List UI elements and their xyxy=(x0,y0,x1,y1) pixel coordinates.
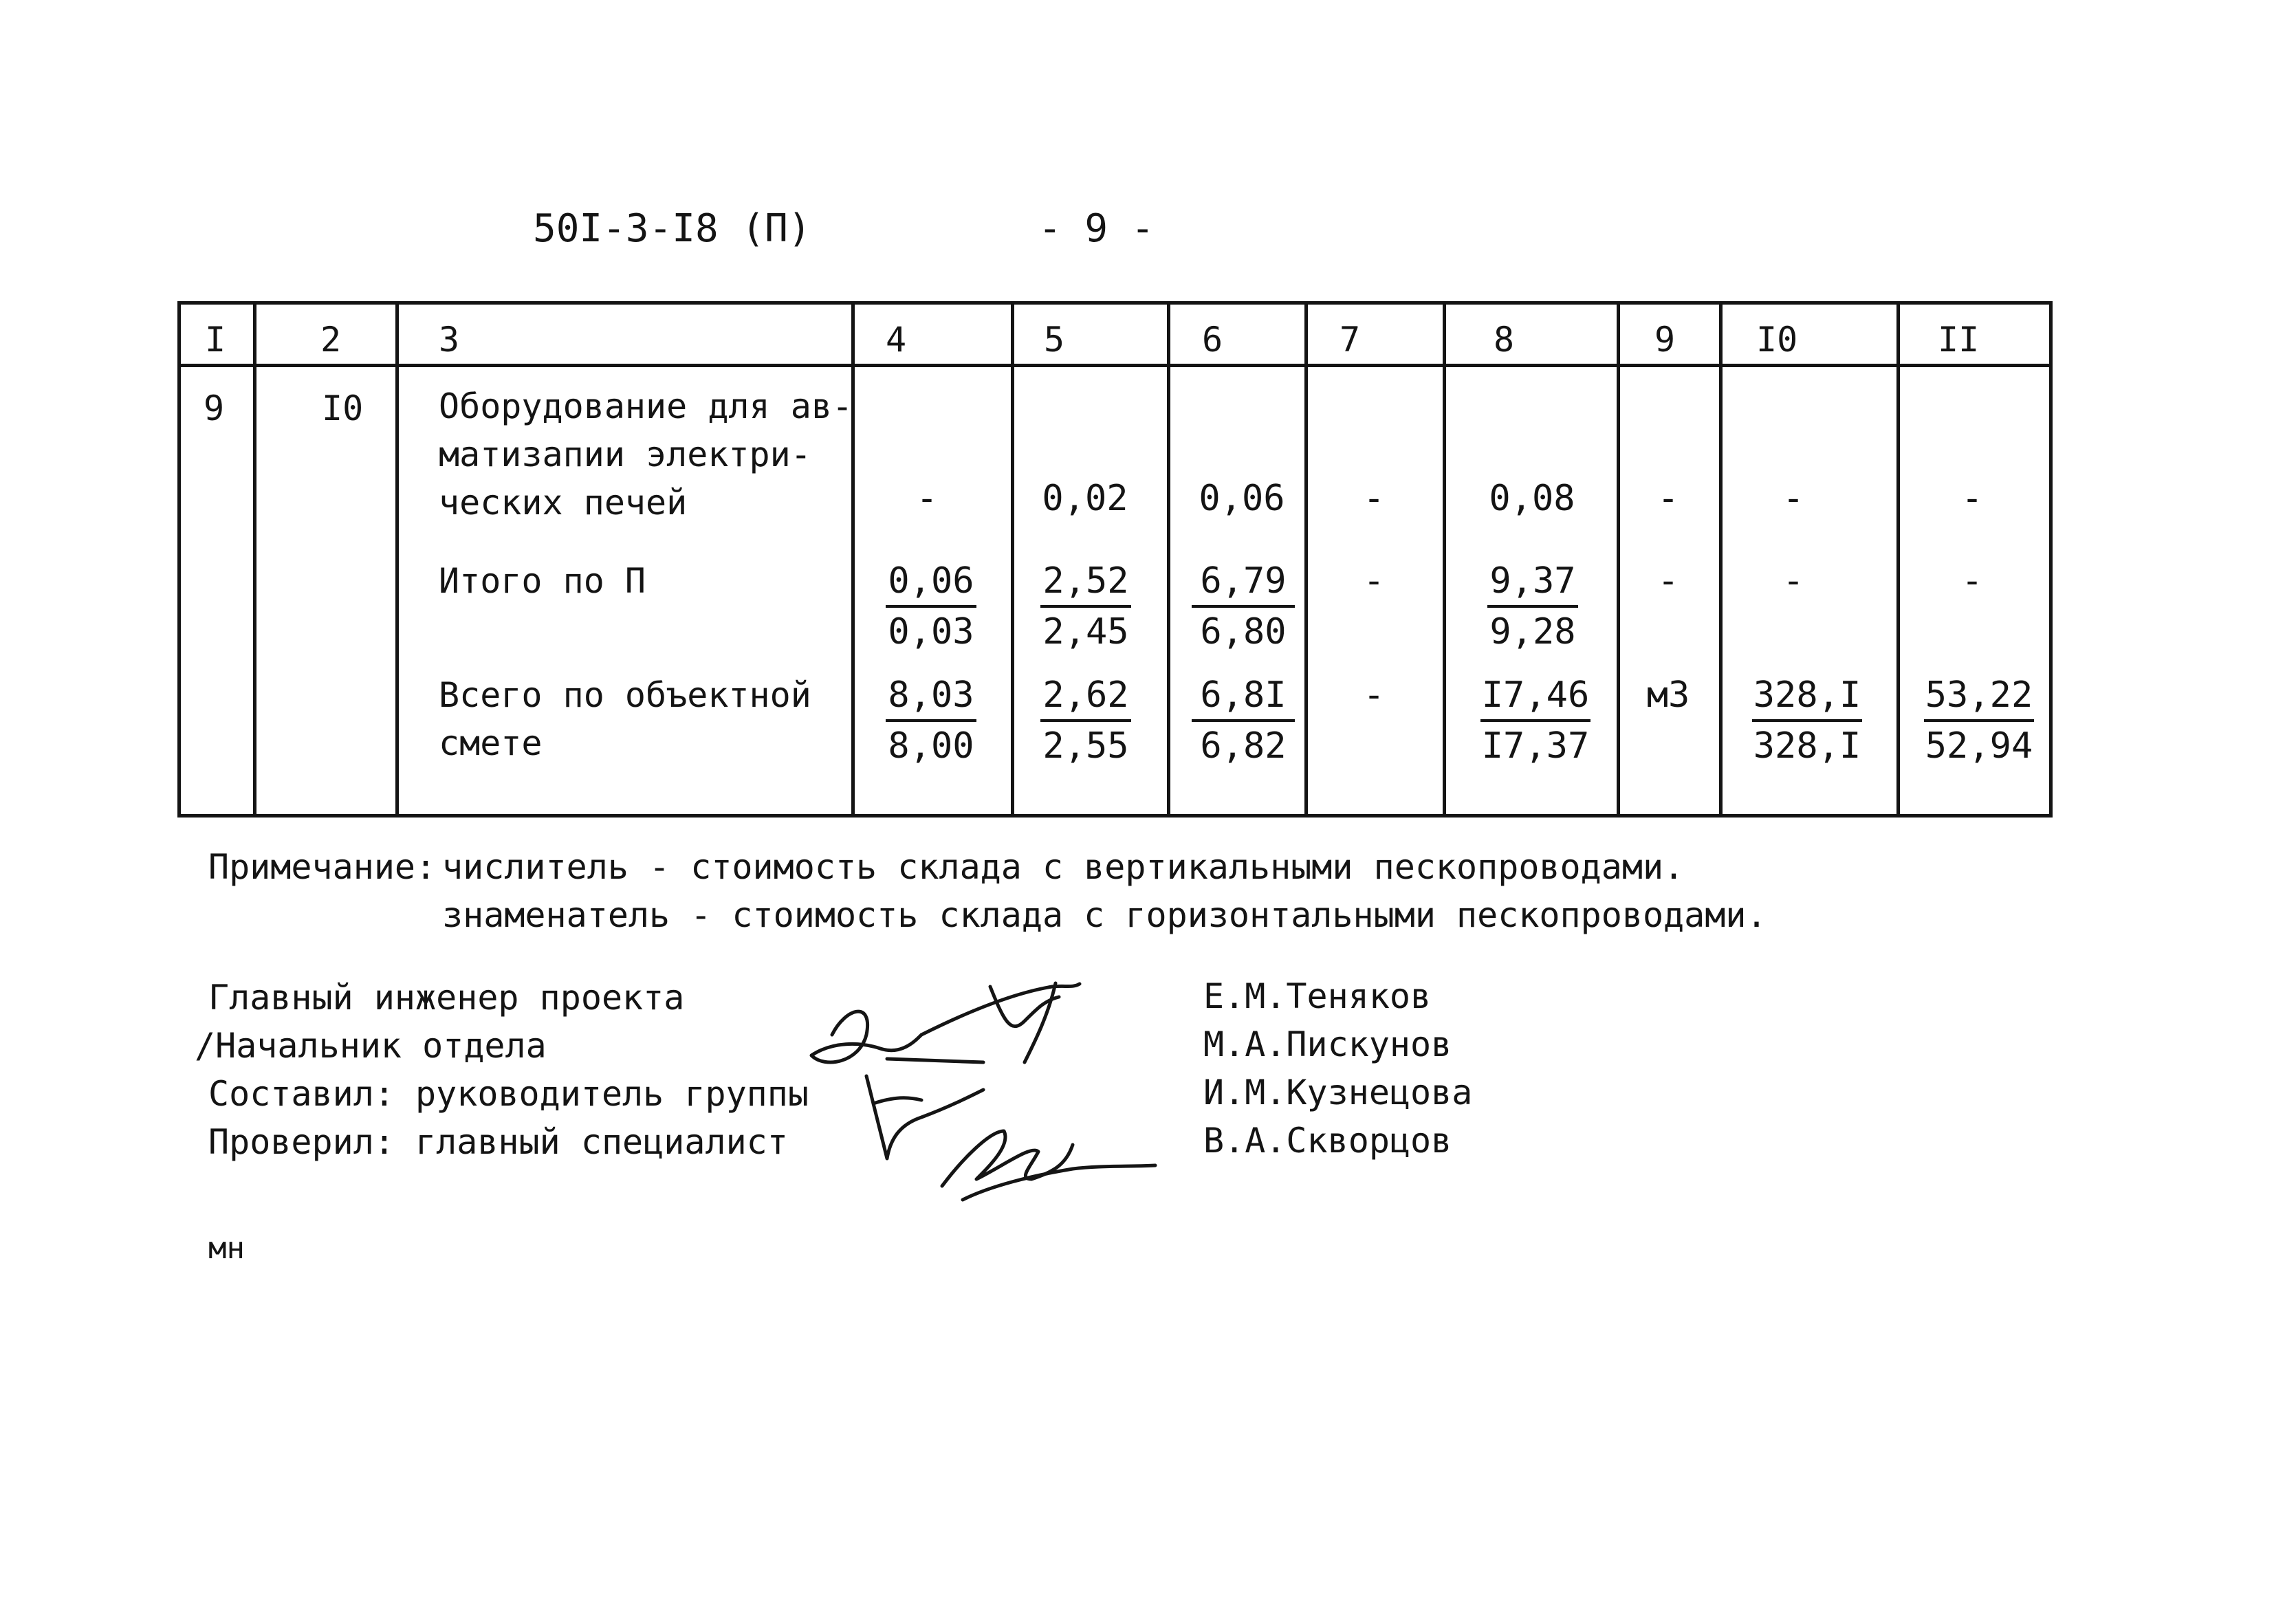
numerator: 6,8I xyxy=(1192,671,1295,722)
col-header: 5 xyxy=(1044,320,1065,360)
fraction-cell xyxy=(1192,557,1295,656)
signer-name: В.А.Скворцов xyxy=(1203,1121,1452,1161)
col-divider xyxy=(1167,301,1170,818)
denominator: 6,80 xyxy=(1200,611,1287,652)
row-number: 9 xyxy=(204,388,225,428)
fraction-cell xyxy=(886,671,976,770)
row-description xyxy=(439,382,853,527)
page-number: - 9 - xyxy=(1038,206,1155,251)
fraction-cell xyxy=(1040,671,1131,770)
signature-stroke xyxy=(811,1011,921,1062)
col-header: 9 xyxy=(1654,320,1676,360)
signature-stroke xyxy=(1025,983,1056,1062)
desc-line: матизапии электри- xyxy=(439,435,811,474)
fraction-cell xyxy=(1752,671,1862,770)
fraction-cell xyxy=(1040,557,1131,656)
signer-name: Е.М.Теняков xyxy=(1203,976,1432,1016)
cell-value: 0,06 xyxy=(1199,478,1285,519)
cell-value: - xyxy=(1961,560,1983,602)
col-header: I xyxy=(205,320,226,360)
table-border xyxy=(177,301,181,818)
numerator: 2,52 xyxy=(1040,557,1131,608)
cell-value: - xyxy=(1782,478,1804,519)
denominator: 6,82 xyxy=(1200,725,1287,767)
cell-value: - xyxy=(1363,560,1385,602)
denominator: 9,28 xyxy=(1489,611,1576,652)
table-border xyxy=(2049,301,2053,818)
signature-stroke xyxy=(866,1076,983,1159)
note-line-1: числитель - стоимость склада с вертикальными пескопроводами. xyxy=(442,847,1685,887)
col-divider xyxy=(1443,301,1446,818)
denominator: 2,45 xyxy=(1042,611,1129,652)
desc-line: смете xyxy=(439,723,543,763)
signature-stroke xyxy=(873,1098,921,1104)
desc-line: Итого по П xyxy=(439,561,646,601)
col-header: 2 xyxy=(320,320,342,360)
signer-name: М.А.Пискунов xyxy=(1203,1024,1452,1064)
document-code: 50I-3-I8 (П) xyxy=(533,206,811,251)
cell-value: - xyxy=(1961,478,1983,519)
cell-value: 0,02 xyxy=(1042,478,1128,519)
signer-name: И.М.Кузнецова xyxy=(1203,1073,1473,1112)
numerator: 2,62 xyxy=(1040,671,1131,722)
numerator: 9,37 xyxy=(1487,557,1578,608)
signature-stroke xyxy=(887,1059,983,1062)
numerator: 0,06 xyxy=(886,557,976,608)
denominator: 0,03 xyxy=(888,611,974,652)
denominator: I7,37 xyxy=(1481,725,1590,767)
col-divider xyxy=(1304,301,1308,818)
row-description xyxy=(439,557,646,605)
row-code: I0 xyxy=(322,388,364,428)
table-bottom-border xyxy=(177,814,2053,818)
cell-value: - xyxy=(1782,560,1804,602)
desc-line: ческих печей xyxy=(439,483,688,523)
cell-value: 0,08 xyxy=(1489,478,1575,519)
signer-role: /Начальник отдела xyxy=(195,1026,547,1066)
col-divider xyxy=(1896,301,1900,818)
numerator: 6,79 xyxy=(1192,557,1295,608)
col-header: 7 xyxy=(1340,320,1361,360)
col-divider xyxy=(1617,301,1620,818)
cell-value: - xyxy=(1657,560,1679,602)
col-divider xyxy=(851,301,855,818)
cell-value: - xyxy=(1657,478,1679,519)
row-description xyxy=(439,671,811,767)
cell-unit: м3 xyxy=(1646,674,1690,716)
col-divider xyxy=(1719,301,1723,818)
signer-role: Составил: руководитель группы xyxy=(208,1074,809,1114)
denominator: 328,I xyxy=(1753,725,1861,767)
numerator: 328,I xyxy=(1752,671,1862,722)
denominator: 2,55 xyxy=(1042,725,1129,767)
col-header: 8 xyxy=(1494,320,1515,360)
denominator: 52,94 xyxy=(1925,725,2033,767)
fraction-cell xyxy=(886,557,976,656)
denominator: 8,00 xyxy=(888,725,974,767)
fraction-cell xyxy=(1480,671,1590,770)
col-header: 6 xyxy=(1202,320,1223,360)
cell-value: - xyxy=(1363,674,1385,716)
col-header: 4 xyxy=(886,320,907,360)
col-header: I0 xyxy=(1756,320,1798,360)
col-divider xyxy=(1011,301,1014,818)
signer-role: Проверил: главный специалист xyxy=(208,1122,788,1162)
col-header: 3 xyxy=(439,320,460,360)
numerator: 8,03 xyxy=(886,671,976,722)
fraction-cell xyxy=(1924,671,2034,770)
table-top-border xyxy=(177,301,2053,305)
signer-role: Главный инженер проекта xyxy=(208,978,685,1018)
desc-line: Оборудование для ав- xyxy=(439,386,853,426)
col-header: II xyxy=(1938,320,1980,360)
note-line-2: знаменатель - стоимость склада с горизонтальными пескопроводами. xyxy=(442,895,1767,935)
col-divider xyxy=(395,301,399,818)
table-header-divider xyxy=(177,364,2053,367)
note-label: Примечание: xyxy=(208,847,437,887)
cost-table xyxy=(177,301,2053,818)
numerator: 53,22 xyxy=(1924,671,2034,722)
cell-value: - xyxy=(1363,478,1385,519)
fraction-cell xyxy=(1192,671,1295,770)
signature-stroke xyxy=(942,1131,1073,1186)
numerator: I7,46 xyxy=(1480,671,1590,722)
desc-line: Всего по объектной xyxy=(439,675,811,715)
handwritten-signatures xyxy=(784,959,1169,1220)
fraction-cell xyxy=(1487,557,1578,656)
typist-mark: мн xyxy=(208,1231,245,1266)
cell-value: - xyxy=(916,478,938,519)
col-divider xyxy=(253,301,256,818)
